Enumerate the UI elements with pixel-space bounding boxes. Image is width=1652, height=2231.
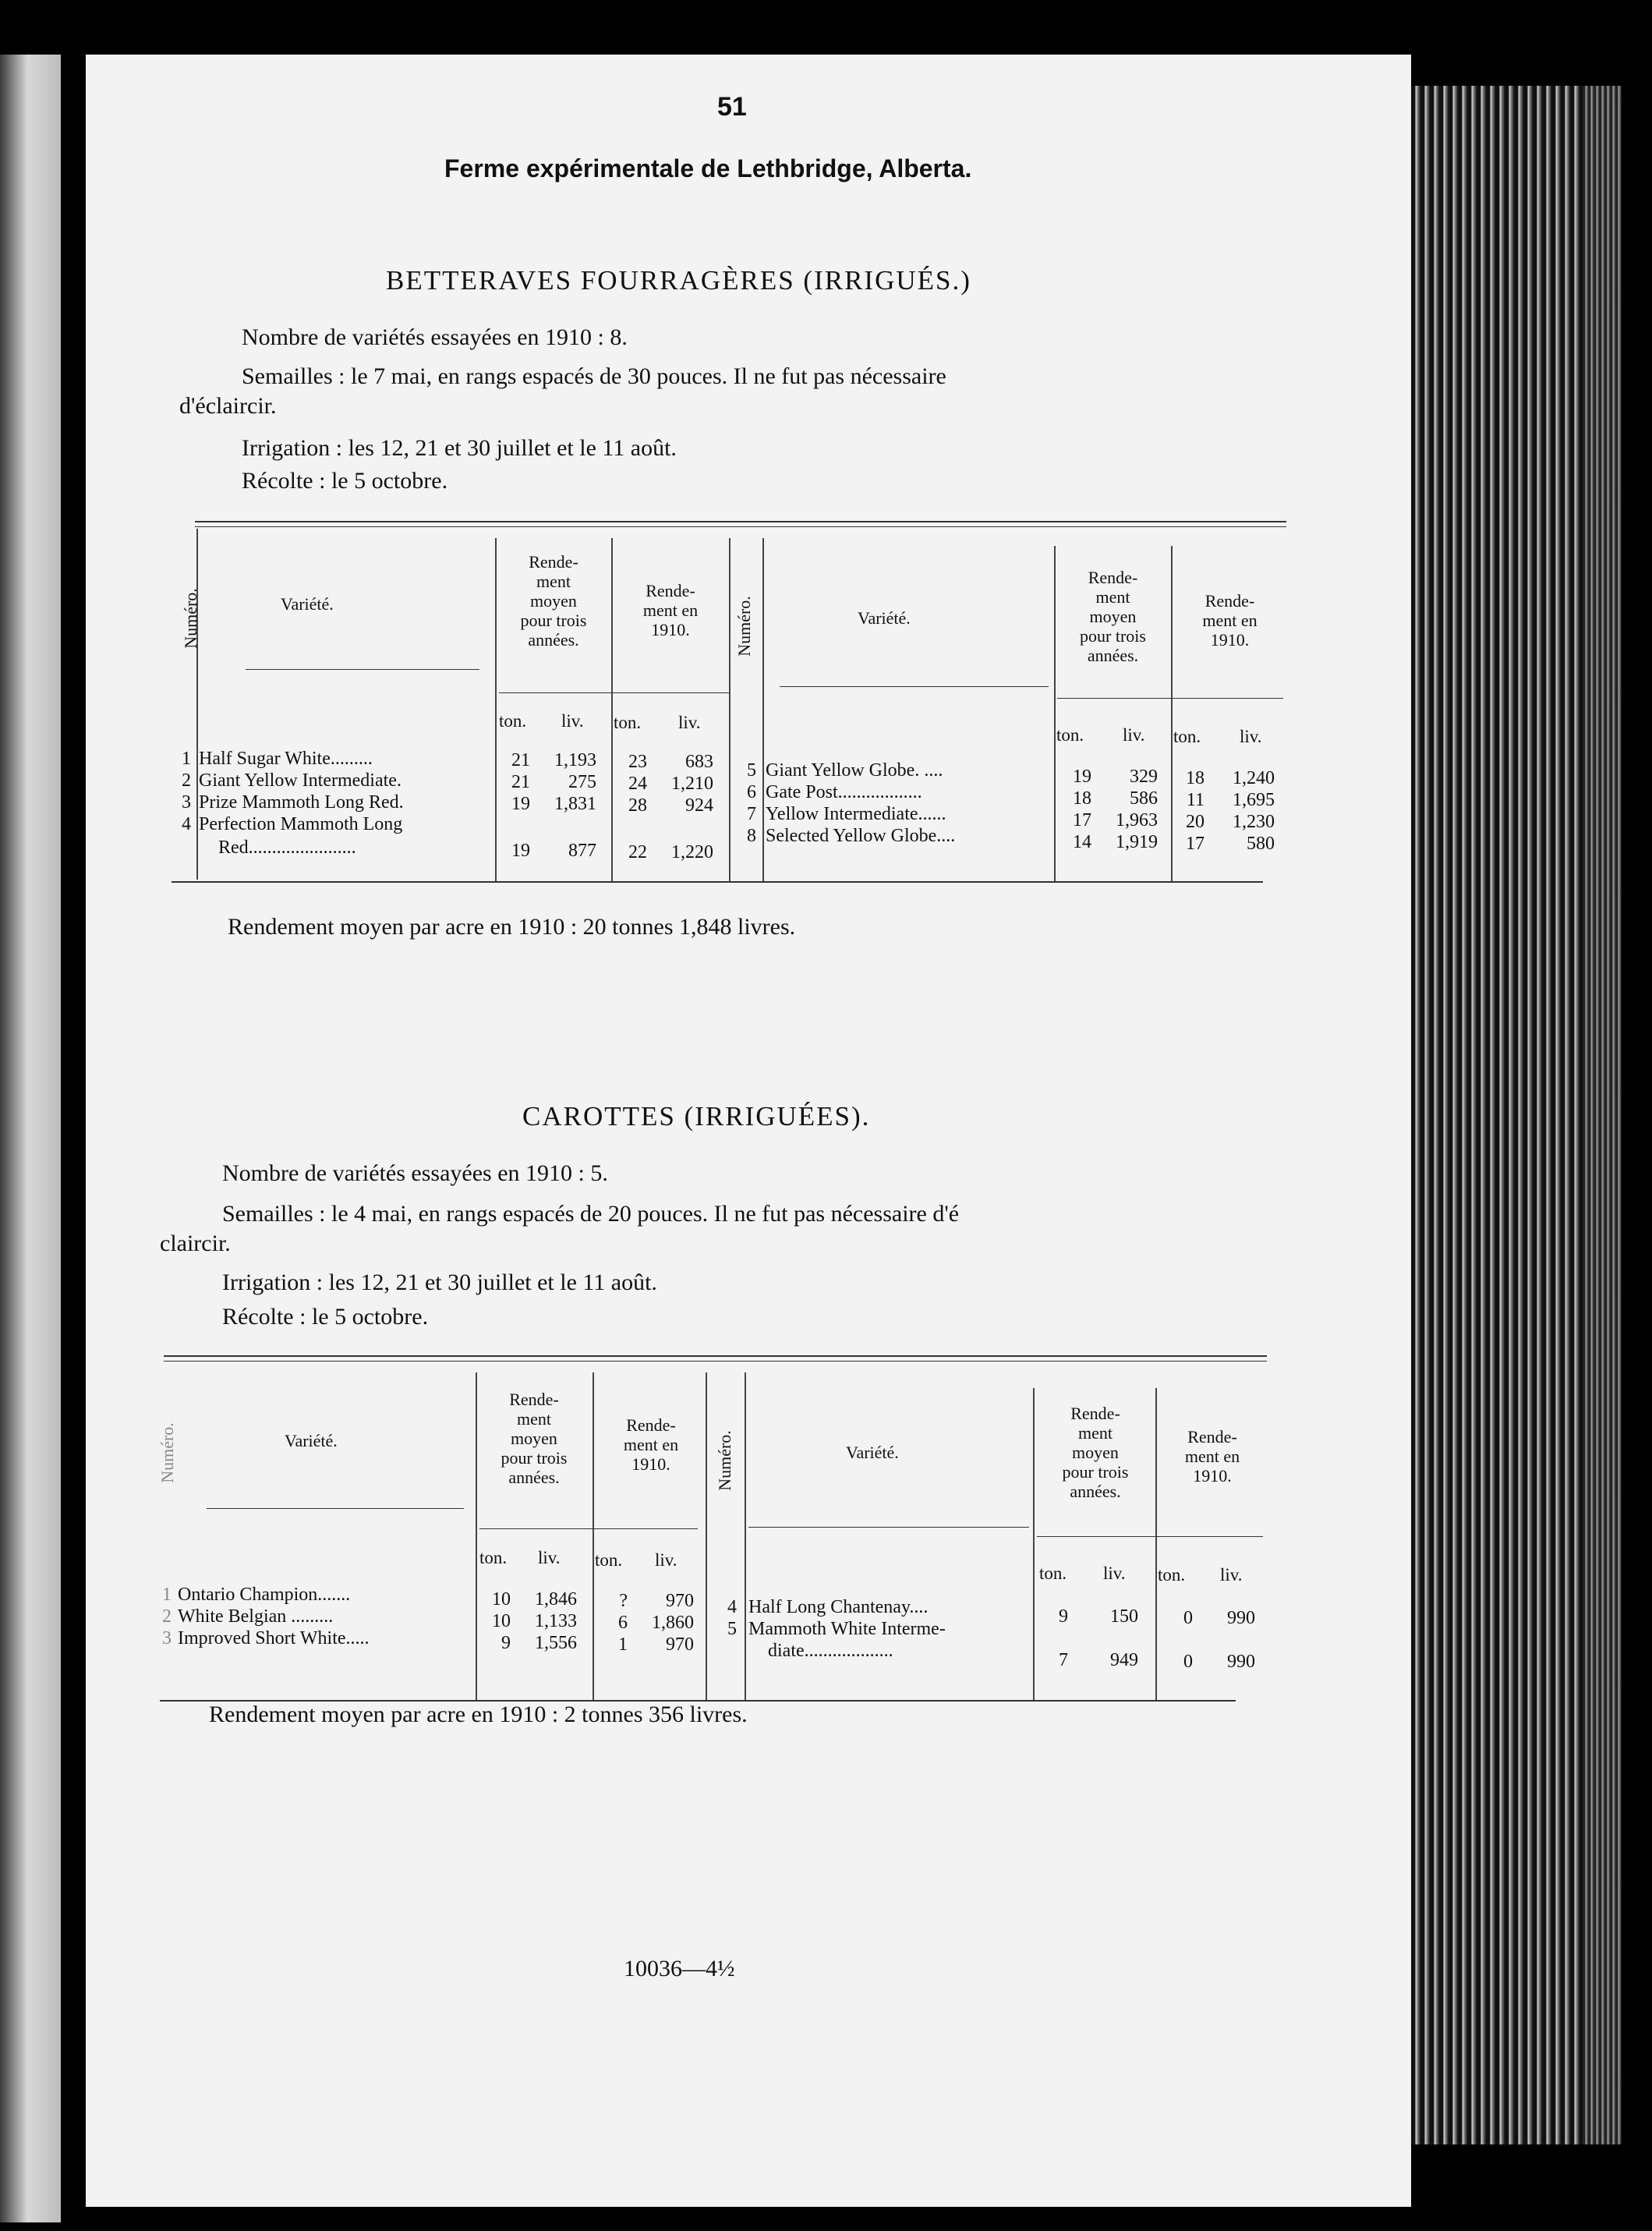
numero-header-right: Numéro.	[734, 596, 754, 657]
variete-header: Variété.	[285, 1431, 338, 1450]
rendement-moyen-header: Rende- ment moyen pour trois années.	[501, 1390, 568, 1487]
page-number: 51	[717, 92, 747, 122]
rendement-1910-header-right: Rende- ment en 1910.	[1202, 591, 1258, 650]
unit-ton: ton.	[1056, 725, 1084, 745]
variete-header-right: Variété.	[846, 1443, 899, 1462]
carottes-irrigation: Irrigation : les 12, 21 et 30 juillet et le 11 août.	[222, 1270, 657, 1295]
betteraves-varieties: Nombre de variétés essayées en 1910 : 8.	[242, 324, 628, 350]
carottes-semailles-cont: claircir.	[160, 1231, 231, 1256]
unit-ton: ton.	[1173, 727, 1201, 746]
carottes-title: CAROTTES (IRRIGUÉES).	[522, 1101, 871, 1131]
unit-ton: ton.	[1039, 1563, 1067, 1583]
betteraves-moyen: Rendement moyen par acre en 1910 : 20 tonnes 1,848 livres.	[228, 914, 796, 940]
rendement-1910-header: Rende- ment en 1910.	[642, 581, 699, 639]
unit-liv: liv.	[538, 1548, 561, 1567]
unit-liv: liv.	[1103, 1563, 1126, 1583]
rendement-1910-header-right: Rende- ment en 1910.	[1184, 1427, 1240, 1486]
unit-liv: liv.	[655, 1550, 677, 1570]
betteraves-semailles-cont: d'éclaircir.	[179, 393, 277, 419]
unit-ton: ton.	[1158, 1565, 1186, 1585]
numero-header: Numéro.	[181, 588, 200, 649]
unit-ton: ton.	[479, 1548, 508, 1567]
variete-header-right: Variété.	[858, 608, 911, 628]
footer-signature: 10036—4½	[624, 1956, 735, 1981]
farm-heading: Ferme expérimentale de Lethbridge, Alberta.	[444, 154, 972, 182]
numero-header: Numéro.	[157, 1422, 177, 1483]
betteraves-semailles: Semailles : le 7 mai, en rangs espacés de 30 pouces. Il ne fut pas nécessaire	[242, 363, 946, 389]
unit-liv: liv.	[1220, 1565, 1243, 1585]
carottes-semailles: Semailles : le 4 mai, en rangs espacés de 20 pouces. Il ne fut pas nécessaire d'é	[222, 1201, 960, 1227]
carottes-recolte: Récolte : le 5 octobre.	[222, 1304, 429, 1330]
carottes-varieties: Nombre de variétés essayées en 1910 : 5.	[222, 1160, 608, 1186]
unit-liv: liv.	[678, 713, 701, 732]
unit-liv: liv.	[1240, 727, 1262, 746]
unit-ton: ton.	[595, 1550, 623, 1570]
rendement-moyen-header-right: Rende- ment moyen pour trois années.	[1062, 1404, 1129, 1501]
numero-header-right: Numéro.	[715, 1430, 734, 1491]
betteraves-recolte: Récolte : le 5 octobre.	[242, 468, 448, 494]
unit-liv: liv.	[561, 711, 584, 731]
variete-header: Variété.	[281, 594, 334, 614]
rendement-1910-header: Rende- ment en 1910.	[623, 1415, 679, 1474]
rendement-moyen-header-right: Rende- ment moyen pour trois années.	[1080, 568, 1146, 665]
left-page-edge	[0, 55, 61, 2222]
rendement-moyen-header: Rende- ment moyen pour trois années.	[520, 552, 587, 650]
unit-ton: ton.	[499, 711, 527, 731]
unit-ton: ton.	[614, 713, 642, 732]
betteraves-title: BETTERAVES FOURRAGÈRES (IRRIGUÉS.)	[386, 265, 971, 296]
page-stack-edges-outer	[1583, 86, 1622, 2144]
unit-liv: liv.	[1123, 725, 1145, 745]
carottes-moyen: Rendement moyen par acre en 1910 : 2 tonnes 356 livres.	[209, 1702, 748, 1727]
betteraves-irrigation: Irrigation : les 12, 21 et 30 juillet et le 11 août.	[242, 435, 677, 461]
